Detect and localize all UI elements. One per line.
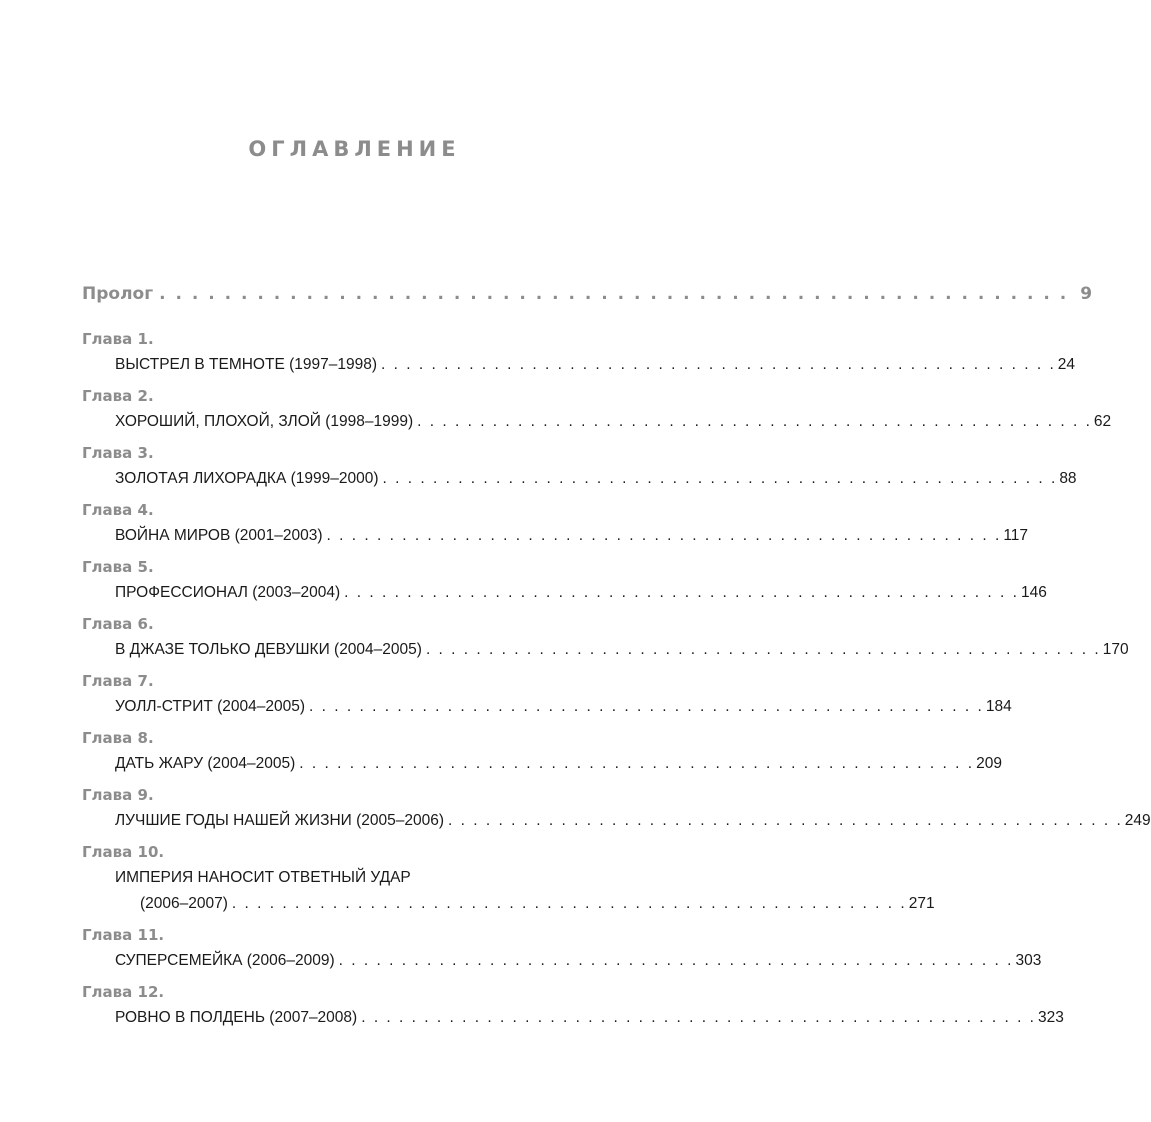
chapter-title: ЛУЧШИЕ ГОДЫ НАШЕЙ ЖИЗНИ (2005–2006) <box>115 812 444 829</box>
chapter-label: Глава 6. <box>82 615 154 633</box>
toc-chapter-6[interactable] <box>82 611 1129 668</box>
dot-leader: . . . . . . . . . . . . . . . . . . . . . . . . . . . . . . . . . . . . . . . . . . . . . . . . . . . . . . <box>417 413 1092 430</box>
chapter-label: Глава 10. <box>82 843 165 861</box>
page-number: 88 <box>1059 470 1077 487</box>
toc-chapter-8[interactable] <box>82 725 1002 782</box>
page-number: 117 <box>1003 527 1029 544</box>
dot-leader: . . . . . . . . . . . . . . . . . . . . . . . . . . . . . . . . . . . . . . . . . . . . . . . . . . . . . . <box>338 952 1014 969</box>
chapter-title-line2: (2006–2007) <box>140 895 228 912</box>
dot-leader: . . . . . . . . . . . . . . . . . . . . . . . . . . . . . . . . . . . . . . . . . . . . . . . . . . . . . . <box>231 895 907 912</box>
page-number: 271 <box>908 895 935 912</box>
page-number: 9 <box>1080 284 1093 304</box>
page-number: 209 <box>976 755 1002 772</box>
page-number: 249 <box>1124 812 1151 829</box>
chapter-title-line1: ИМПЕРИЯ НАНОСИТ ОТВЕТНЫЙ УДАР <box>115 869 411 886</box>
prologue-label: Пролог <box>82 284 154 304</box>
page-number: 303 <box>1015 952 1042 969</box>
chapter-title: ВОЙНА МИРОВ (2001–2003) <box>115 527 323 544</box>
chapter-title: ХОРОШИЙ, ПЛОХОЙ, ЗЛОЙ (1998–1999) <box>115 413 414 430</box>
dot-leader: . . . . . . . . . . . . . . . . . . . . . . . . . . . . . . . . . . . . . . . . . . . . . . . . . . . . . . <box>381 356 1056 373</box>
page-number: 24 <box>1057 356 1076 373</box>
page-title: ОГЛАВЛЕНИЕ <box>248 137 461 161</box>
page-number: 170 <box>1102 641 1129 658</box>
toc-chapter-11[interactable] <box>82 922 1042 979</box>
chapter-title: В ДЖАЗЕ ТОЛЬКО ДЕВУШКИ (2004–2005) <box>115 641 422 658</box>
chapter-title: ПРОФЕССИОНАЛ (2003–2004) <box>115 584 341 601</box>
dot-leader: . . . . . . . . . . . . . . . . . . . . . . . . . . . . . . . . . . . . . . . . . . . . . . . . . . . . . . <box>361 1009 1036 1026</box>
chapter-label: Глава 7. <box>82 672 154 690</box>
chapter-label: Глава 8. <box>82 729 154 747</box>
chapter-label: Глава 12. <box>82 983 165 1001</box>
dot-leader: . . . . . . . . . . . . . . . . . . . . . . . . . . . . . . . . . . . . . . . . . . . . . . . . . . . . . . <box>425 641 1101 658</box>
dot-leader: . . . . . . . . . . . . . . . . . . . . . . . . . . . . . . . . . . . . . . . . . . . . . . . . . . . . . . <box>309 698 984 715</box>
chapter-title: ЗОЛОТАЯ ЛИХОРАДКА (1999–2000) <box>115 470 379 487</box>
toc-chapter-5[interactable] <box>82 554 1047 611</box>
toc-chapter-12[interactable] <box>82 979 1064 1036</box>
chapter-label: Глава 2. <box>82 387 154 405</box>
toc-chapter-10[interactable] <box>82 839 935 922</box>
chapter-label: Глава 9. <box>82 786 154 804</box>
page-number: 146 <box>1020 584 1047 601</box>
table-of-contents <box>82 284 1151 1036</box>
chapter-title: ДАТЬ ЖАРУ (2004–2005) <box>115 755 296 772</box>
chapter-title: СУПЕРСЕМЕЙКА (2006–2009) <box>115 952 335 969</box>
toc-chapter-9[interactable] <box>82 782 1151 839</box>
dot-leader: . . . . . . . . . . . . . . . . . . . . . . . . . . . . . . . . . . . . . . . . . . . . . . . . . . . . . . <box>448 812 1123 829</box>
chapter-label: Глава 11. <box>82 926 165 944</box>
toc-chapter-3[interactable] <box>82 440 1077 497</box>
page-number: 323 <box>1038 1009 1064 1026</box>
page-number: 62 <box>1093 413 1112 430</box>
chapter-label: Глава 1. <box>82 330 154 348</box>
toc-chapter-7[interactable] <box>82 668 1012 725</box>
chapter-title: РОВНО В ПОЛДЕНЬ (2007–2008) <box>115 1009 358 1026</box>
dot-leader: . . . . . . . . . . . . . . . . . . . . . . . . . . . . . . . . . . . . . . . . . . . . . . . . . . . . . . <box>344 584 1019 601</box>
chapter-label: Глава 5. <box>82 558 154 576</box>
chapter-label: Глава 3. <box>82 444 154 462</box>
toc-chapter-4[interactable] <box>82 497 1029 554</box>
toc-chapter-1[interactable] <box>82 326 1076 383</box>
dot-leader: . . . . . . . . . . . . . . . . . . . . . . . . . . . . . . . . . . . . . . . . . . . . . . . . . . . . . . <box>382 470 1058 487</box>
chapter-title: ВЫСТРЕЛ В ТЕМНОТЕ (1997–1998) <box>115 356 377 373</box>
toc-chapter-2[interactable] <box>82 383 1112 440</box>
page-number: 184 <box>985 698 1012 715</box>
dot-leader: . . . . . . . . . . . . . . . . . . . . . . . . . . . . . . . . . . . . . . . . . . . . . . . . . . . . . . . . <box>159 284 1069 304</box>
toc-entry-prologue[interactable] <box>82 284 1093 310</box>
chapter-title: УОЛЛ-СТРИТ (2004–2005) <box>115 698 306 715</box>
dot-leader: . . . . . . . . . . . . . . . . . . . . . . . . . . . . . . . . . . . . . . . . . . . . . . . . . . . . . . <box>299 755 975 772</box>
dot-leader: . . . . . . . . . . . . . . . . . . . . . . . . . . . . . . . . . . . . . . . . . . . . . . . . . . . . . . <box>326 527 1002 544</box>
chapter-label: Глава 4. <box>82 501 154 519</box>
